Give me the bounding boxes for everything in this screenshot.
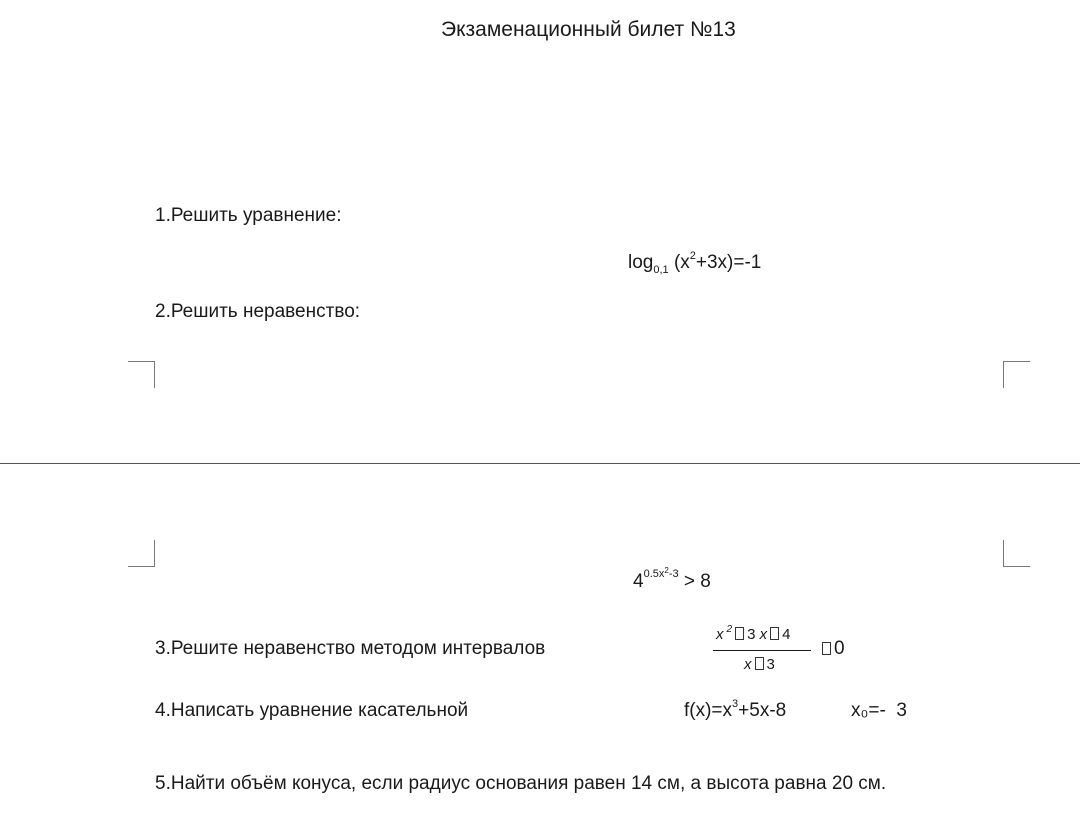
inequality-rest: > 8 — [683, 571, 711, 592]
power-exponent: 0.5x2-3 — [643, 566, 679, 580]
fraction-bar — [713, 650, 811, 651]
page-corner-mark — [128, 540, 155, 567]
page-corner-mark — [1003, 540, 1030, 567]
task-1-label: 1.Решить уравнение: — [155, 205, 342, 226]
page-break-line — [0, 463, 1080, 464]
task-1-formula — [628, 252, 761, 274]
log-argument: (x — [673, 252, 690, 273]
argument-exponent: 2 — [689, 250, 696, 262]
fraction-denominator: x 3 — [744, 656, 775, 673]
argument-rest: +3x)=-1 — [695, 252, 762, 273]
task-2-formula — [633, 566, 711, 593]
task-4-label: 4.Написать уравнение касательной — [155, 700, 469, 721]
task-3-label: 3.Решите неравенство методом интервалов — [155, 638, 546, 659]
log-subscript: 0,1 — [653, 264, 669, 276]
inequality-rhs: 0 — [819, 638, 845, 660]
missing-glyph-icon — [735, 627, 744, 640]
task-4-function: $f(x)=x^3+5x-8$ — [684, 698, 787, 721]
page-title: Экзаменационный билет №13 — [441, 18, 736, 41]
task-4-point: x₀=- 3 — [851, 700, 907, 721]
missing-glyph-icon — [822, 642, 831, 655]
fraction-numerator: x $^2$ 3 x 4 — [716, 624, 791, 643]
missing-glyph-icon — [770, 627, 779, 640]
missing-glyph-icon — [755, 657, 764, 670]
task-5-label: 5.Найти объём конуса, если радиус основания равен 14 см, а высота равна 20 см. — [155, 773, 887, 794]
page-corner-mark — [128, 361, 155, 388]
power-base: 4 — [633, 571, 644, 592]
function-exponent: 3 — [732, 698, 739, 710]
task-2-label: 2.Решить неравенство: — [155, 301, 361, 322]
log-text: log — [628, 252, 654, 273]
page-corner-mark — [1003, 361, 1030, 388]
